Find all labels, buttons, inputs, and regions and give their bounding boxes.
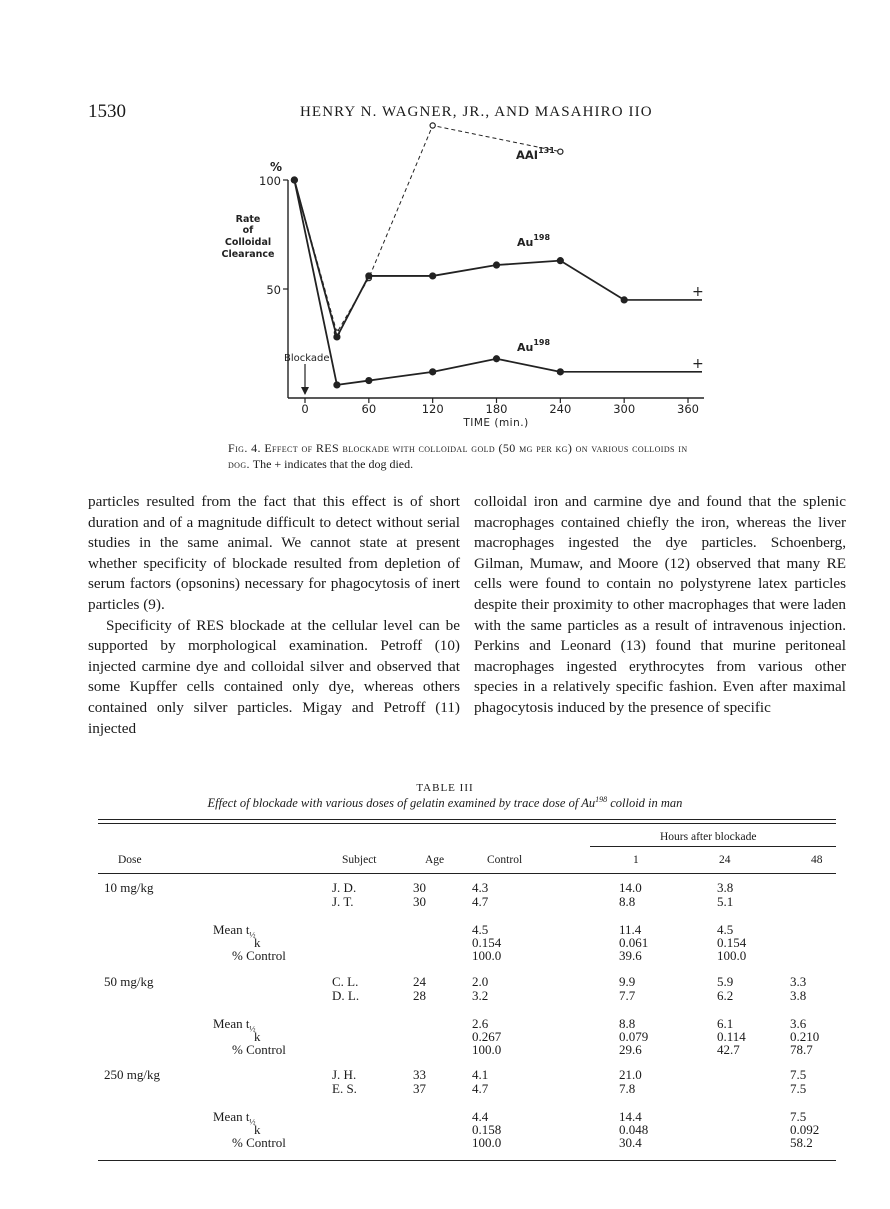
death-marker-au198-lower: + [692,355,704,372]
y-label-line-3: Colloidal [224,237,272,248]
page-number: 1530 [88,101,126,122]
y-unit-label: % [270,160,283,174]
control-cell: 4.3 [472,880,489,895]
blockade-arrowhead [301,387,309,395]
mean-control-cell: 4.5 [472,922,489,937]
header-hour-24: 24 [719,854,731,866]
x-tick-label-120: 120 [421,402,444,416]
x-tick-label-180: 180 [485,402,508,416]
hour-1-cell: 9.9 [619,974,636,989]
x-axis-title: TIME (min.) [463,417,529,429]
mean-h1-cell: 8.8 [619,1016,636,1031]
dose-cell: 50 mg/kg [104,974,154,989]
half-subscript: ½ [249,930,256,940]
table-top-rule [98,819,836,820]
age-cell: 28 [413,988,426,1003]
y-label-line-4: Clearance [221,249,275,260]
data-point-aai131 [430,123,435,128]
dose-cell: 250 mg/kg [104,1067,160,1082]
percent-control-label: % Control [232,948,286,963]
header-subject: Subject [342,854,377,866]
y-label-line-2: of [242,225,254,236]
percent-control-label: % Control [232,1135,286,1150]
hour-24-cell: 6.2 [717,988,734,1003]
figure-caption [228,440,698,472]
control-cell: 4.1 [472,1067,489,1082]
half-subscript: ½ [249,1024,256,1034]
hour-24-cell: 3.8 [717,880,734,895]
k-h1-cell: 0.048 [619,1122,649,1137]
subject-cell: J. H. [332,1067,357,1082]
k-h24-cell: 0.114 [717,1029,746,1044]
age-cell: 30 [413,880,426,895]
subject-cell: D. L. [332,988,360,1003]
figure-caption-rest: The + indicates that the dog died. [252,457,414,471]
series-line-au198-lower [294,180,560,385]
data-point-au198-upper [494,262,500,268]
mean-h24-cell: 6.1 [717,1016,734,1031]
figure-caption-lead: Fig. 4. Effect of RES blockade with colloidal gold (50 mg per kg) on various colloids in dog. [228,441,688,471]
data-point-au198-lower [334,382,340,388]
age-cell: 24 [413,974,426,989]
series-label-au-upper: Au$^{198}$ [517,233,551,249]
pct-h1-cell: 39.6 [619,948,642,963]
figure-4-chart [0,0,890,440]
death-marker-au198-upper: + [692,283,704,300]
pct-h1-cell: 29.6 [619,1042,642,1057]
x-tick-label-240: 240 [549,402,572,416]
running-head: HENRY N. WAGNER, JR., AND MASAHIRO IIO [300,104,653,120]
x-tick-label-0: 0 [301,402,309,416]
mean-h24-cell: 4.5 [717,922,734,937]
header-hour-48: 48 [811,854,823,866]
data-point-au198-lower [291,177,297,183]
pct-h24-cell: 42.7 [717,1042,740,1057]
data-point-au198-lower [494,356,500,362]
header-hours-after-blockade: Hours after blockade [660,831,757,843]
mean-half-life-label: Mean $t_{\frac{1}{2}}$ [213,1016,256,1034]
data-point-au198-upper [366,273,372,279]
pct-control-cell: 100.0 [472,1135,502,1150]
subject-cell: J. T. [332,894,354,909]
k-label: k [254,935,261,950]
data-point-au198-upper [334,334,340,340]
mean-h48-cell: 3.6 [790,1016,807,1031]
control-cell: 4.7 [472,1081,489,1096]
hour-24-cell: 5.1 [717,894,734,909]
subject-cell: C. L. [332,974,359,989]
age-cell: 37 [413,1081,426,1096]
hour-1-cell: 14.0 [619,880,642,895]
subject-cell: J. D. [332,880,357,895]
x-tick-label-360: 360 [677,402,699,416]
mean-half-life-label: Mean $t_{\frac{1}{2}}$ [213,922,256,940]
k-control-cell: 0.154 [472,935,502,950]
data-point-au198-upper [430,273,436,279]
data-point-aai131 [558,149,563,154]
dose-cell: 10 mg/kg [104,880,154,895]
age-cell: 30 [413,894,426,909]
header-dose: Dose [118,854,142,866]
paragraph: particles resulted from the fact that this effect is of short duration and of a magnitude difficult to detect without serial studies in the same animal. We cannot state at present whether specificity of blockade resulted from depletion of serum factors (opsonins) necessary for phagocytosis of inert particles (9). [88,493,460,613]
k-h1-cell: 0.061 [619,935,649,950]
pct-h24-cell: 100.0 [717,948,747,963]
k-h48-cell: 0.210 [790,1029,820,1044]
hour-24-cell: 5.9 [717,974,734,989]
y-label-line-1: Rate [235,214,261,225]
mean-control-cell: 4.4 [472,1109,489,1124]
paragraph: colloidal iron and carmine dye and found that the splenic macrophages contained chiefly the iron, whereas the liver macrophages ingested the dye particles. Schoenberg, Gilman, Mumaw, and Moore (12) observed that many RE cells were found to contain no polystyrene latex particles despite their proximity to other macrophages that were laden with the same particles as a result of intravenous injection. Perkins and Leonard (13) found that murine peritoneal macrophages ingested erythrocytes from various other species in a relatively specific fashion. Even after maximal phagocytosis induced by the presence of specific [474,493,846,716]
data-point-au198-lower [430,369,436,375]
pct-control-cell: 100.0 [472,948,502,963]
table-header-rule [98,873,836,874]
series-line-au198-upper [294,180,624,337]
mean-h48-cell: 7.5 [790,1109,807,1124]
k-control-cell: 0.158 [472,1122,502,1137]
mean-h1-cell: 11.4 [619,922,642,937]
hour-1-cell: 7.8 [619,1081,636,1096]
control-cell: 2.0 [472,974,489,989]
hour-48-cell: 3.3 [790,974,807,989]
percent-control-label: % Control [232,1042,286,1057]
table-bottom-rule [98,1160,836,1161]
series-label-au-lower: Au$^{198}$ [517,338,551,354]
x-ticks [301,398,699,416]
mean-h1-cell: 14.4 [619,1109,642,1124]
header-control: Control [487,854,523,866]
hour-1-cell: 21.0 [619,1067,642,1082]
body-text-left [88,492,460,739]
series-label-aai: AAI$^{131}$ [516,146,555,162]
hour-48-cell: 7.5 [790,1081,807,1096]
paragraph: Specificity of RES blockade at the cellular level can be supported by morphological examination. Petroff (10) injected carmine dye and colloidal silver and observed that some Kupffer cells contained only dye, whereas others contained only silver particles. Migay and Petroff (11) injected [88,616,460,737]
hour-48-cell: 3.8 [790,988,807,1003]
header-hour-1: 1 [633,854,639,866]
k-label: k [254,1122,261,1137]
hour-1-cell: 7.7 [619,988,636,1003]
plot-area [291,123,703,388]
pct-h48-cell: 58.2 [790,1135,813,1150]
table-caption: Effect of blockade with various doses of gelatin examined by trace dose of Au$^{198}$ colloid in man [207,795,683,811]
k-label: k [254,1029,261,1044]
blockade-label: Blockade [284,353,330,364]
pct-h1-cell: 30.4 [619,1135,642,1150]
header-age: Age [425,854,445,866]
k-h24-cell: 0.154 [717,935,747,950]
table-number: TABLE III [416,782,474,794]
body-text-right [474,492,846,719]
data-point-au198-lower [366,378,372,384]
pct-control-cell: 100.0 [472,1042,502,1057]
control-cell: 3.2 [472,988,489,1003]
y-tick-label-100: 100 [259,174,281,188]
age-cell: 33 [413,1067,426,1082]
k-h1-cell: 0.079 [619,1029,649,1044]
x-tick-label-300: 300 [613,402,636,416]
x-tick-label-60: 60 [361,402,377,416]
k-h48-cell: 0.092 [790,1122,820,1137]
half-subscript: ½ [249,1117,256,1127]
subject-cell: E. S. [332,1081,357,1096]
mean-control-cell: 2.6 [472,1016,489,1031]
hour-1-cell: 8.8 [619,894,636,909]
k-control-cell: 0.267 [472,1029,502,1044]
data-point-au198-upper [557,258,563,264]
table-top-rule-2 [98,823,836,824]
mean-half-life-label: Mean $t_{\frac{1}{2}}$ [213,1109,256,1127]
hour-48-cell: 7.5 [790,1067,807,1082]
pct-h48-cell: 78.7 [790,1042,813,1057]
y-tick-label-50: 50 [266,283,281,297]
header-group-rule [590,846,836,847]
control-cell: 4.7 [472,894,489,909]
